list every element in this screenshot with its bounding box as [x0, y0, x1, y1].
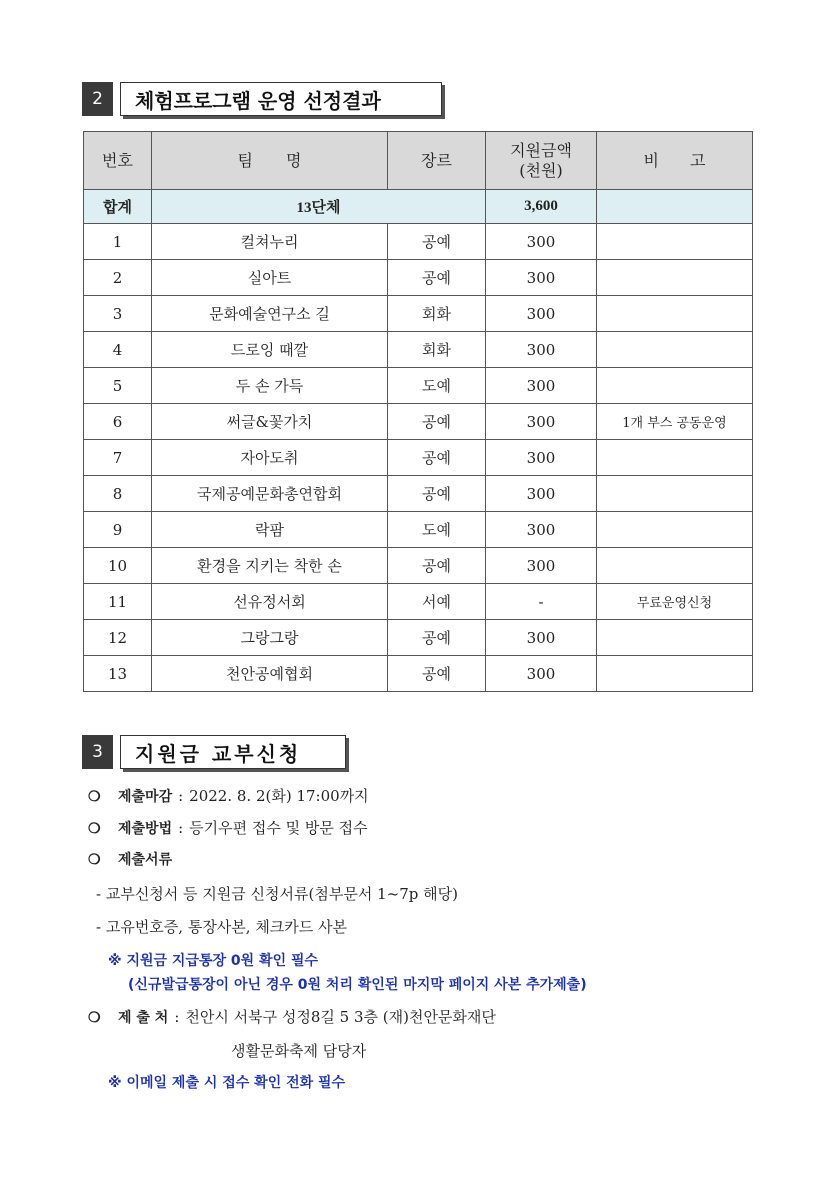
cell-no: 1	[84, 224, 152, 260]
notice-zero-balance-detail: (신규발급통장이 아닌 경우 0원 처리 확인된 마지막 페이지 사본 추가제출)	[128, 977, 587, 993]
cell-no: 13	[84, 656, 152, 692]
cell-amount: 300	[486, 620, 597, 656]
cell-no: 3	[84, 296, 152, 332]
header-team: 팀 명	[152, 132, 388, 190]
cell-team: 문화예술연구소 길	[152, 296, 388, 332]
header-note: 비 고	[597, 132, 753, 190]
header-amount	[486, 132, 597, 190]
section-3-header	[82, 735, 346, 769]
cell-team: 드로잉 때깔	[152, 332, 388, 368]
cell-note	[597, 296, 753, 332]
cell-genre: 도예	[388, 368, 486, 404]
table-row	[84, 260, 753, 296]
cell-note	[597, 260, 753, 296]
method-value: 등기우편 접수 및 방문 접수	[189, 819, 368, 837]
table-row	[84, 296, 753, 332]
deadline-line: ❍ 제출마감 : 2022. 8. 2(화) 17:00까지	[88, 787, 369, 805]
table-row	[84, 332, 753, 368]
cell-genre: 회화	[388, 332, 486, 368]
cell-note	[597, 476, 753, 512]
cell-team: 환경을 지키는 착한 손	[152, 548, 388, 584]
cell-amount: 300	[486, 656, 597, 692]
cell-team: 써글&꽃가치	[152, 404, 388, 440]
cell-amount: 300	[486, 296, 597, 332]
cell-genre: 공예	[388, 548, 486, 584]
cell-no: 10	[84, 548, 152, 584]
cell-no: 8	[84, 476, 152, 512]
cell-no: 12	[84, 620, 152, 656]
section-title: 지원금 교부신청	[120, 735, 346, 769]
cell-note	[597, 656, 753, 692]
cell-no: 7	[84, 440, 152, 476]
bullet-icon: ❍	[88, 852, 101, 868]
cell-note	[597, 224, 753, 260]
cell-amount: -	[486, 584, 597, 620]
cell-genre: 서예	[388, 584, 486, 620]
bullet-icon: ❍	[88, 821, 101, 837]
cell-no: 11	[84, 584, 152, 620]
method-label: 제출방법	[118, 821, 173, 837]
destination-contact: 생활문화축제 담당자	[231, 1042, 367, 1060]
table-row	[84, 476, 753, 512]
cell-note	[597, 548, 753, 584]
header-no: 번호	[84, 132, 152, 190]
cell-genre: 도예	[388, 512, 486, 548]
bullet-icon: ❍	[88, 1010, 101, 1026]
total-amount: 3,600	[486, 190, 597, 224]
cell-note	[597, 368, 753, 404]
total-note	[597, 190, 753, 224]
doc-item-2: - 고유번호증, 통장사본, 체크카드 사본	[96, 918, 348, 936]
table-row	[84, 368, 753, 404]
section-title: 체험프로그램 운영 선정결과	[120, 82, 442, 116]
header-amount-line2: (천원)	[519, 160, 563, 180]
section-number: 3	[82, 735, 113, 769]
cell-team: 두 손 가득	[152, 368, 388, 404]
header-amount-line1: 지원금액	[510, 140, 572, 160]
header-genre: 장르	[388, 132, 486, 190]
notice-zero-balance: ※ 지원금 지급통장 0원 확인 필수	[108, 953, 319, 969]
cell-no: 9	[84, 512, 152, 548]
cell-team: 컬쳐누리	[152, 224, 388, 260]
cell-team: 실아트	[152, 260, 388, 296]
bullet-icon: ❍	[88, 789, 101, 805]
cell-team: 국제공예문화총연합회	[152, 476, 388, 512]
cell-amount: 300	[486, 512, 597, 548]
destination-line: ❍ 제 출 처 : 천안시 서북구 성정8길 5 3층 (재)천안문화재단	[88, 1008, 496, 1026]
table-row	[84, 620, 753, 656]
selection-results-table	[83, 131, 753, 692]
cell-no: 2	[84, 260, 152, 296]
deadline-label: 제출마감	[118, 789, 173, 805]
table-row	[84, 584, 753, 620]
table-row	[84, 512, 753, 548]
cell-no: 5	[84, 368, 152, 404]
cell-note	[597, 512, 753, 548]
table-row	[84, 440, 753, 476]
cell-amount: 300	[486, 224, 597, 260]
cell-no: 4	[84, 332, 152, 368]
table-row	[84, 404, 753, 440]
cell-genre: 공예	[388, 656, 486, 692]
cell-amount: 300	[486, 260, 597, 296]
cell-team: 그랑그랑	[152, 620, 388, 656]
destination-label: 제 출 처	[118, 1010, 169, 1026]
cell-genre: 공예	[388, 260, 486, 296]
cell-note: 1개 부스 공동운영	[597, 404, 753, 440]
cell-note	[597, 620, 753, 656]
cell-note	[597, 332, 753, 368]
doc-item-1: - 교부신청서 등 지원금 신청서류(첨부문서 1~7p 해당)	[96, 885, 458, 903]
cell-team: 자아도취	[152, 440, 388, 476]
table-row	[84, 548, 753, 584]
cell-team: 천안공예협회	[152, 656, 388, 692]
cell-genre: 공예	[388, 224, 486, 260]
cell-amount: 300	[486, 368, 597, 404]
cell-amount: 300	[486, 404, 597, 440]
table-row	[84, 656, 753, 692]
cell-genre: 공예	[388, 476, 486, 512]
cell-amount: 300	[486, 440, 597, 476]
total-teams: 13단체	[152, 190, 486, 224]
section-number: 2	[82, 82, 113, 116]
destination-value: 천안시 서북구 성정8길 5 3층 (재)천안문화재단	[185, 1008, 496, 1026]
table-header-row	[84, 132, 753, 190]
total-row	[84, 190, 753, 224]
cell-genre: 회화	[388, 296, 486, 332]
table-row	[84, 224, 753, 260]
cell-amount: 300	[486, 332, 597, 368]
cell-team: 선유정서회	[152, 584, 388, 620]
cell-amount: 300	[486, 476, 597, 512]
deadline-value: 2022. 8. 2(화) 17:00까지	[189, 787, 369, 805]
notice-email: ※ 이메일 제출 시 접수 확인 전화 필수	[108, 1075, 346, 1091]
cell-no: 6	[84, 404, 152, 440]
total-label: 합계	[84, 190, 152, 224]
cell-amount: 300	[486, 548, 597, 584]
cell-genre: 공예	[388, 440, 486, 476]
section-2-header	[82, 82, 442, 116]
cell-note	[597, 440, 753, 476]
docs-label: 제출서류	[118, 852, 173, 868]
cell-team: 락팜	[152, 512, 388, 548]
docs-line	[88, 849, 172, 869]
cell-note: 무료운영신청	[597, 584, 753, 620]
cell-genre: 공예	[388, 404, 486, 440]
cell-genre: 공예	[388, 620, 486, 656]
method-line: ❍ 제출방법 : 등기우편 접수 및 방문 접수	[88, 819, 368, 837]
